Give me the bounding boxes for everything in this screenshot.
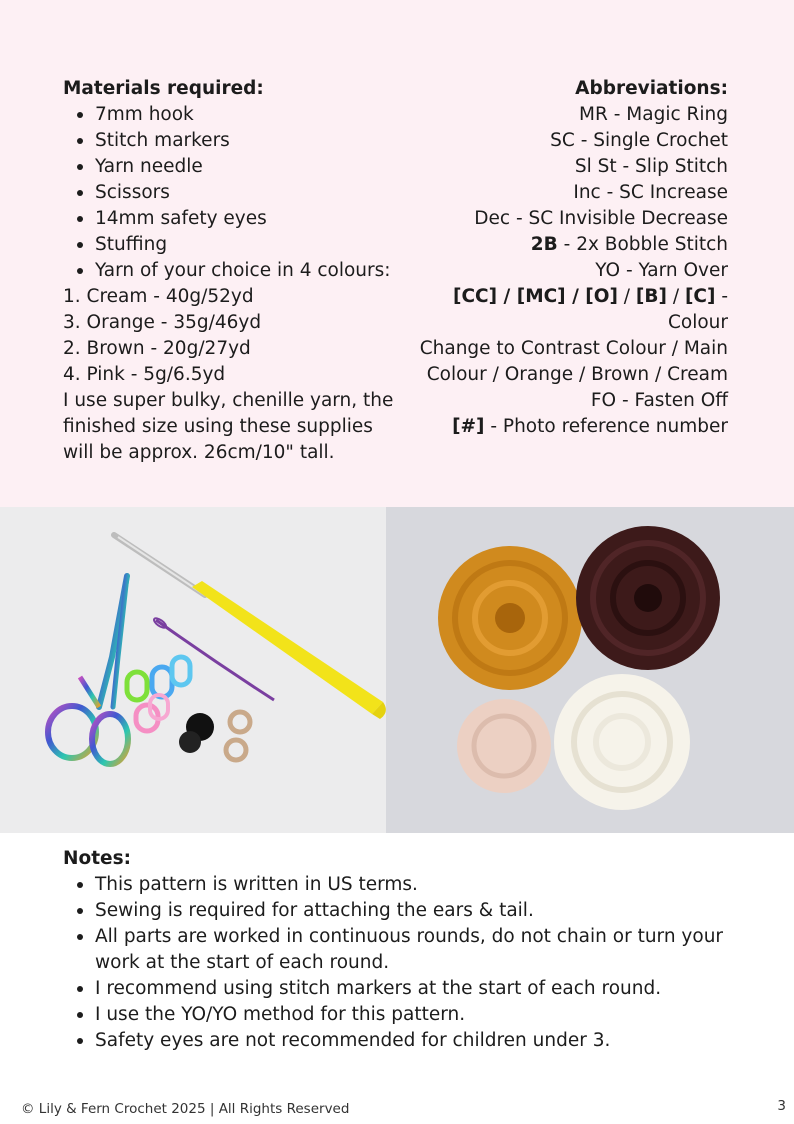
abbreviations-section xyxy=(402,76,728,440)
notes-heading: Notes: xyxy=(63,848,131,869)
cream-yarn-icon xyxy=(554,674,690,810)
materials-section xyxy=(63,76,408,466)
abbr-code: [O] xyxy=(585,286,618,307)
colour-line: 4. Pink - 5g/6.5yd xyxy=(63,364,226,385)
abbr-line: Dec - SC Invisible Decrease xyxy=(474,208,728,229)
abbr-line: Change to Contrast Colour / Main xyxy=(419,338,728,359)
list-item: Sewing is required for attaching the ears & tail. xyxy=(63,898,743,924)
yarn-balls-photo xyxy=(386,507,794,833)
abbr-code: [C] xyxy=(684,286,716,307)
list-item: This pattern is written in US terms. xyxy=(63,872,743,898)
abbr-code: [CC] xyxy=(453,286,498,307)
scissors-icon xyxy=(48,576,128,764)
abbr-line: Inc - SC Increase xyxy=(573,182,728,203)
abbr-line: FO - Fasten Off xyxy=(590,390,728,411)
yarn-note: I use super bulky, chenille yarn, the finished size using these supplies will be approx. 26cm/10" tall. xyxy=(63,390,394,463)
safety-eyes-icon xyxy=(179,712,250,760)
abbr-line xyxy=(402,414,728,440)
abbr-line: MR - Magic Ring xyxy=(579,104,728,125)
list-item: I recommend using stitch markers at the start of each round. xyxy=(63,976,743,1002)
abbreviations-heading: Abbreviations: xyxy=(575,78,728,99)
list-item: I use the YO/YO method for this pattern. xyxy=(63,1002,743,1028)
list-item: Stitch markers xyxy=(63,128,408,154)
abbr-line xyxy=(402,284,728,336)
list-item: Yarn needle xyxy=(63,154,408,180)
abbr-line: YO - Yarn Over xyxy=(595,260,728,281)
page-number: 3 xyxy=(777,1098,786,1114)
abbr-text: - Photo reference number xyxy=(484,416,728,437)
materials-list xyxy=(63,102,408,284)
abbr-line xyxy=(402,232,728,258)
abbr-code: [B] xyxy=(635,286,667,307)
abbr-separator: / xyxy=(565,286,586,307)
colour-line: 1. Cream - 40g/52yd xyxy=(63,286,254,307)
abbr-code: 2B xyxy=(530,234,558,255)
abbr-separator: / xyxy=(666,286,685,307)
abbr-separator: / xyxy=(617,286,636,307)
list-item: Safety eyes are not recommended for children under 3. xyxy=(63,1028,743,1054)
list-item: All parts are worked in continuous rounds, do not chain or turn your work at the start of each round. xyxy=(63,924,743,976)
abbr-code: [#] xyxy=(452,416,485,437)
abbr-text: - 2x Bobble Stitch xyxy=(557,234,728,255)
materials-heading: Materials required: xyxy=(63,78,264,99)
brown-yarn-icon xyxy=(576,526,720,670)
notes-section xyxy=(63,846,743,1054)
crochet-tools-photo xyxy=(0,507,386,833)
copyright-footer: © Lily & Fern Crochet 2025 | All Rights Reserved xyxy=(21,1101,350,1117)
abbr-text: - Colour xyxy=(667,286,728,333)
list-item: Stuffing xyxy=(63,232,408,258)
abbr-line: Colour / Orange / Brown / Cream xyxy=(426,364,728,385)
colour-line: 2. Brown - 20g/27yd xyxy=(63,338,251,359)
orange-yarn-icon xyxy=(438,546,582,690)
pink-yarn-icon xyxy=(457,699,551,793)
abbr-separator: / xyxy=(497,286,517,307)
abbr-code: [MC] xyxy=(516,286,566,307)
list-item: Scissors xyxy=(63,180,408,206)
stitch-markers-icon xyxy=(127,657,190,731)
list-item: Yarn of your choice in 4 colours: xyxy=(63,258,408,284)
colour-line: 3. Orange - 35g/46yd xyxy=(63,312,262,333)
abbr-line: SC - Single Crochet xyxy=(550,130,728,151)
abbr-line: Sl St - Slip Stitch xyxy=(574,156,728,177)
list-item: 14mm safety eyes xyxy=(63,206,408,232)
notes-list xyxy=(63,872,743,1054)
list-item: 7mm hook xyxy=(63,102,408,128)
